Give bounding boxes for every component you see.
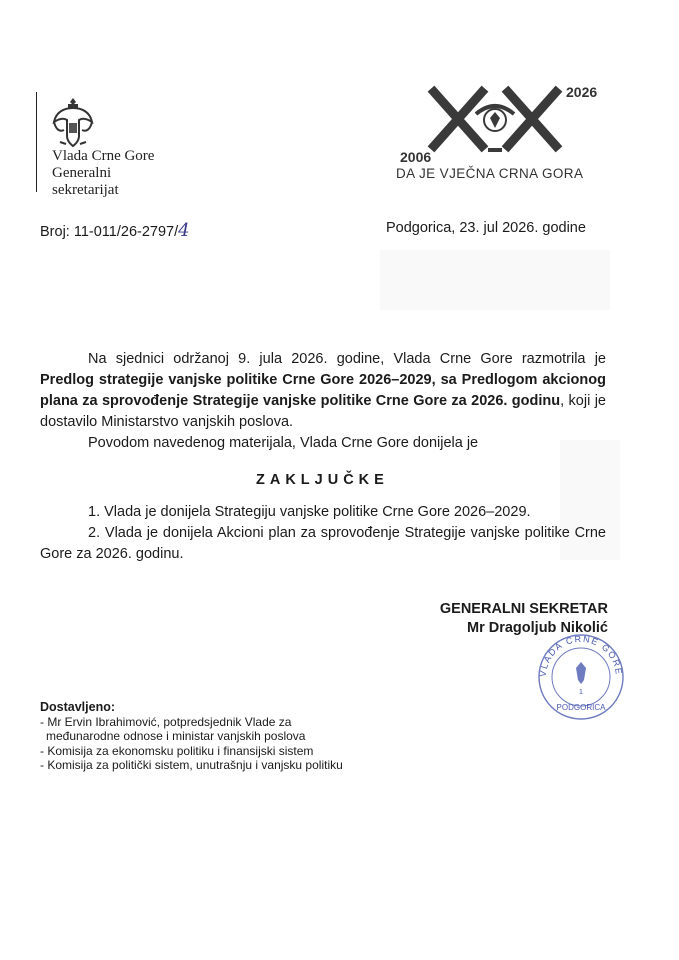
distribution-item: međunarodne odnose i ministar vanjskih poslova: [46, 729, 306, 743]
intro-lead: Na sjednici održanoj 9. jula 2026. godine, Vlada Crne Gore razmotrila je: [88, 351, 606, 367]
paragraph-decision: Povodom navedenog materijala, Vlada Crne Gore donijela je: [88, 435, 479, 451]
signatory-name: Mr Dragoljub Nikolić: [467, 620, 608, 636]
conclusion-item: 1. Vlada je donijela Strategiju vanjske politike Crne Gore 2026–2029.: [88, 504, 531, 520]
intro-tail: , koji je dostavilo Ministarstvo vanjskih poslova.: [40, 393, 606, 430]
coat-of-arms-icon: [50, 96, 96, 150]
anniversary-year-left: 2006: [400, 149, 432, 165]
intro-bold: Predlog strategije vanjske politike Crne Gore 2026–2029, sa Predlogom akcionog plana za sprovođenje Strategije vanjske politike Crne Gore za 2026. godinu: [40, 372, 606, 409]
distribution-item: - Komisija za politički sistem, unutrašnju i vanjsku politiku: [40, 758, 343, 772]
document-date: Podgorica, 23. jul 2026. godine: [386, 220, 586, 236]
reference-number: [40, 220, 190, 241]
org-line: sekretarijat: [52, 182, 119, 198]
org-line: Generalni: [52, 165, 112, 181]
stamp-ring-text: VLADA CRNE GORE: [537, 633, 625, 678]
official-stamp-icon: [536, 632, 626, 722]
conclusions-list: [40, 502, 606, 565]
reference-prefix: Broj:: [40, 224, 70, 240]
scan-shadow: [380, 250, 610, 310]
paragraph-intro: [40, 349, 606, 433]
org-line: Vlada Crne Gore: [52, 148, 155, 164]
signatory-title: GENERALNI SEKRETAR: [439, 601, 608, 617]
handwritten-suffix: 4: [178, 220, 190, 241]
organization-name: [52, 148, 154, 199]
anniversary-year-right: 2026: [566, 84, 598, 100]
stamp-number: 1: [579, 689, 583, 696]
stamp-city: PODGORICA: [556, 703, 606, 712]
body-text: [40, 349, 606, 454]
anniversary-motto: DA JE VJEČNA CRNA GORA: [396, 166, 584, 181]
distribution-list: [40, 700, 343, 773]
reference-value: 11-011/26-2797/: [73, 224, 179, 240]
distribution-item: - Komisija za ekonomsku politiku i finansijski sistem: [40, 743, 314, 758]
distribution-title: Dostavljeno:: [40, 700, 116, 714]
conclusion-item: 2. Vlada je donijela Akcioni plan za sprovođenje Strategije vanjske politike Crne Gore za 2026. godinu.: [40, 525, 606, 562]
conclusions-heading: ZAKLJUČKE: [256, 472, 389, 488]
distribution-item: - Mr Ervin Ibrahimović, potpredsjednik Vlade za: [40, 714, 292, 729]
header-divider: [36, 92, 37, 192]
